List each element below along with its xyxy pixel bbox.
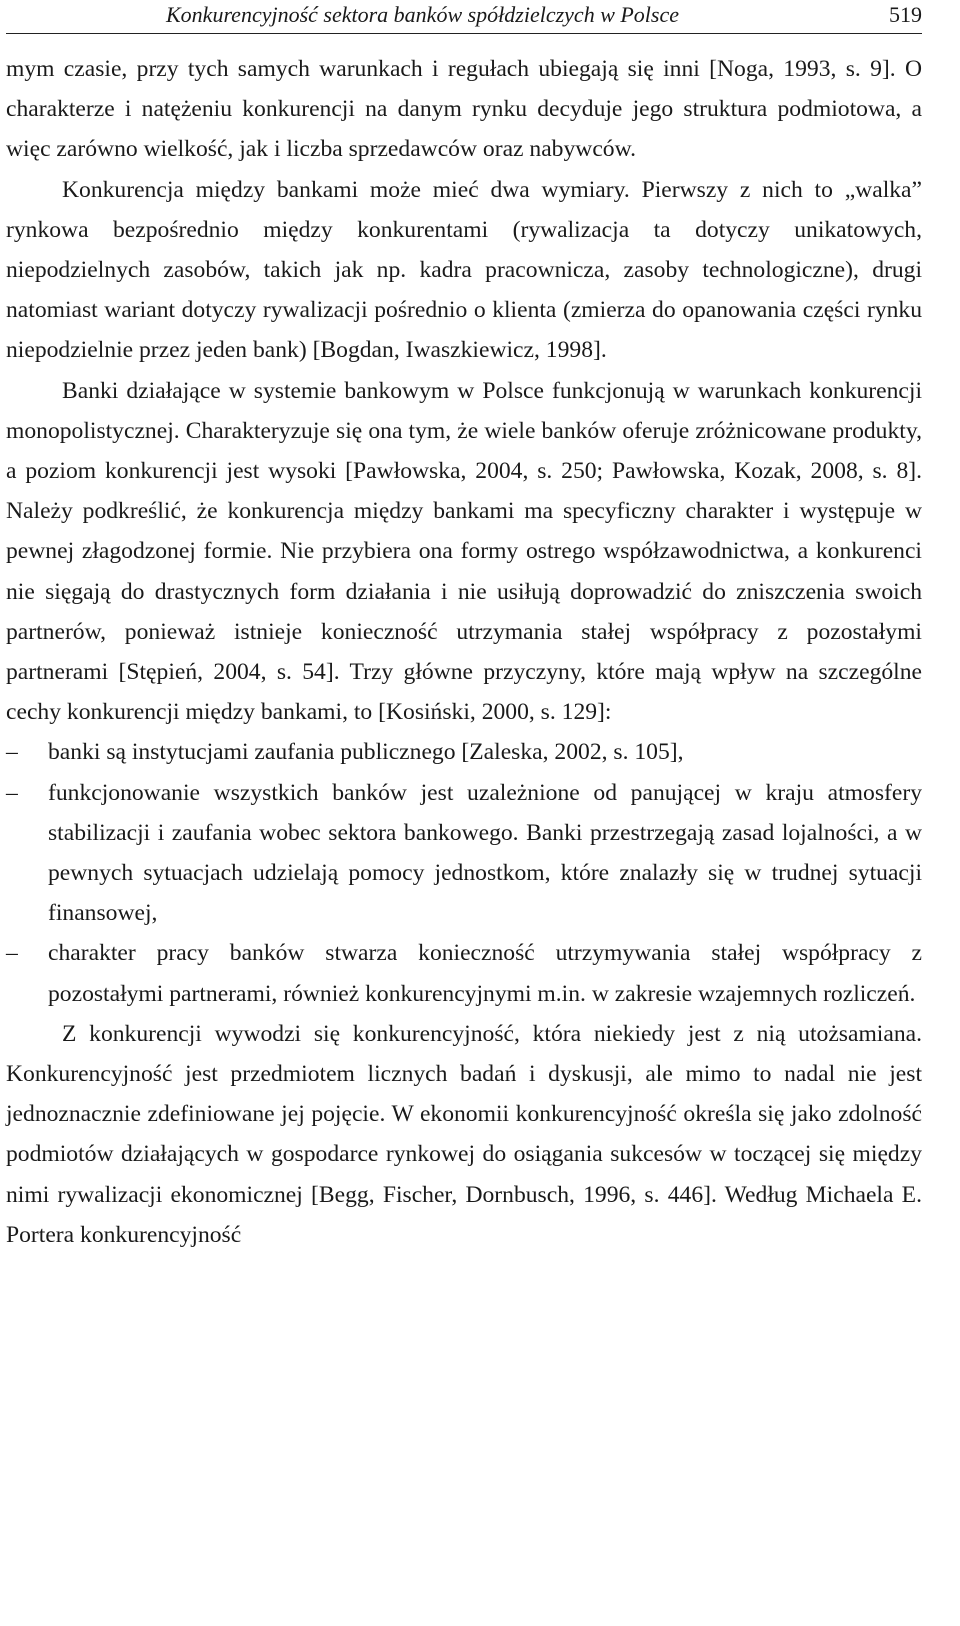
paragraph-2: Konkurencja między bankami może mieć dwa wymiary. Pierwszy z nich to „walka” rynkowa bezpośrednio między konkurentami (rywalizacja ta dotyczy unikatowych, niepodzielnych zasobów, takich jak np. kadra pracownicza, zasoby technologiczne), drugi natomiast wariant dotyczy rywalizacji pośrednio o klienta (zmierza do opanowania części rynku niepodzielnie przez jeden bank) [Bogdan, Iwaszkiewicz, 1998].: [6, 176, 922, 364]
dash-bullet: –: [6, 739, 18, 766]
dash-bullet: –: [6, 779, 18, 806]
list-item: [6, 933, 922, 1013]
list-item: [6, 773, 922, 934]
list-item-text: charakter pracy banków stwarza konieczność utrzymywania stałej współpracy z pozostałymi partnerami, również konkurencyjnymi m.in. w zakresie wzajemnych rozliczeń.: [48, 940, 922, 1007]
page-number: 519: [889, 2, 922, 27]
list-item-text: funkcjonowanie wszystkich banków jest uzależnione od panującej w kraju atmosfery stabilizacji i zaufania wobec sektora bankowego. Banki przestrzegają zasad lojalności, a w pewnych sytuacjach udzielają pomocy jednostkom, które znalazły się w trudnej sytuacji finansowej,: [48, 779, 922, 927]
list-item: [6, 732, 922, 772]
running-title: Konkurencyjność sektora banków spółdzielczych w Polsce: [166, 2, 680, 27]
book-page: [6, 0, 922, 1255]
running-header: [6, 0, 922, 34]
paragraph-4: Z konkurencji wywodzi się konkurencyjność, która niekiedy jest z nią utożsamiana. Konkurencyjność jest przedmiotem licznych badań i dyskusji, ale mimo to nadal nie jest jednoznacznie zdefiniowane jej pojęcie. W ekonomii konkurencyjność określa się jako zdolność podmiotów działających w gospodarce rynkowej do osiągania sukcesów w toczącej się między nimi rywalizacji ekonomicznej [Begg, Fischer, Dornbusch, 1996, s. 446]. Według Michaela E. Portera konkurencyjność: [6, 1020, 922, 1248]
dash-bullet: –: [6, 940, 18, 967]
list-item-text: banki są instytucjami zaufania publicznego [Zaleska, 2002, s. 105],: [48, 739, 684, 766]
paragraph-3: Banki działające w systemie bankowym w Polsce funkcjonują w warunkach konkurencji monopolistycznej. Charakteryzuje się ona tym, że wiele banków oferuje zróżnicowane produkty, a poziom konkurencji jest wysoki [Pawłowska, 2004, s. 250; Pawłowska, Kozak, 2008, s. 8]. Należy podkreślić, że konkurencja między bankami ma specyficzny charakter i występuje w pewnej złagodzonej formie. Nie przybiera ona formy ostrego współzawodnictwa, a konkurenci nie sięgają do drastycznych form działania i nie usiłują doprowadzić do zniszczenia swoich partnerów, ponieważ istnieje konieczność utrzymania stałej współpracy z pozostałymi partnerami [Stępień, 2004, s. 54]. Trzy główne przyczyny, które mają wpływ na szczególne cechy konkurencji między bankami, to [Kosiński, 2000, s. 129]:: [6, 377, 922, 726]
body-text: [6, 49, 922, 1255]
paragraph-1: mym czasie, przy tych samych warunkach i regułach ubiegają się inni [Noga, 1993, s. 9]. O charakterze i natężeniu konkurencji na danym rynku decyduje jego struktura podmiotowa, a więc zarówno wielkość, jak i liczba sprzedawców oraz nabywców.: [6, 56, 922, 163]
reasons-list: [6, 732, 922, 1013]
